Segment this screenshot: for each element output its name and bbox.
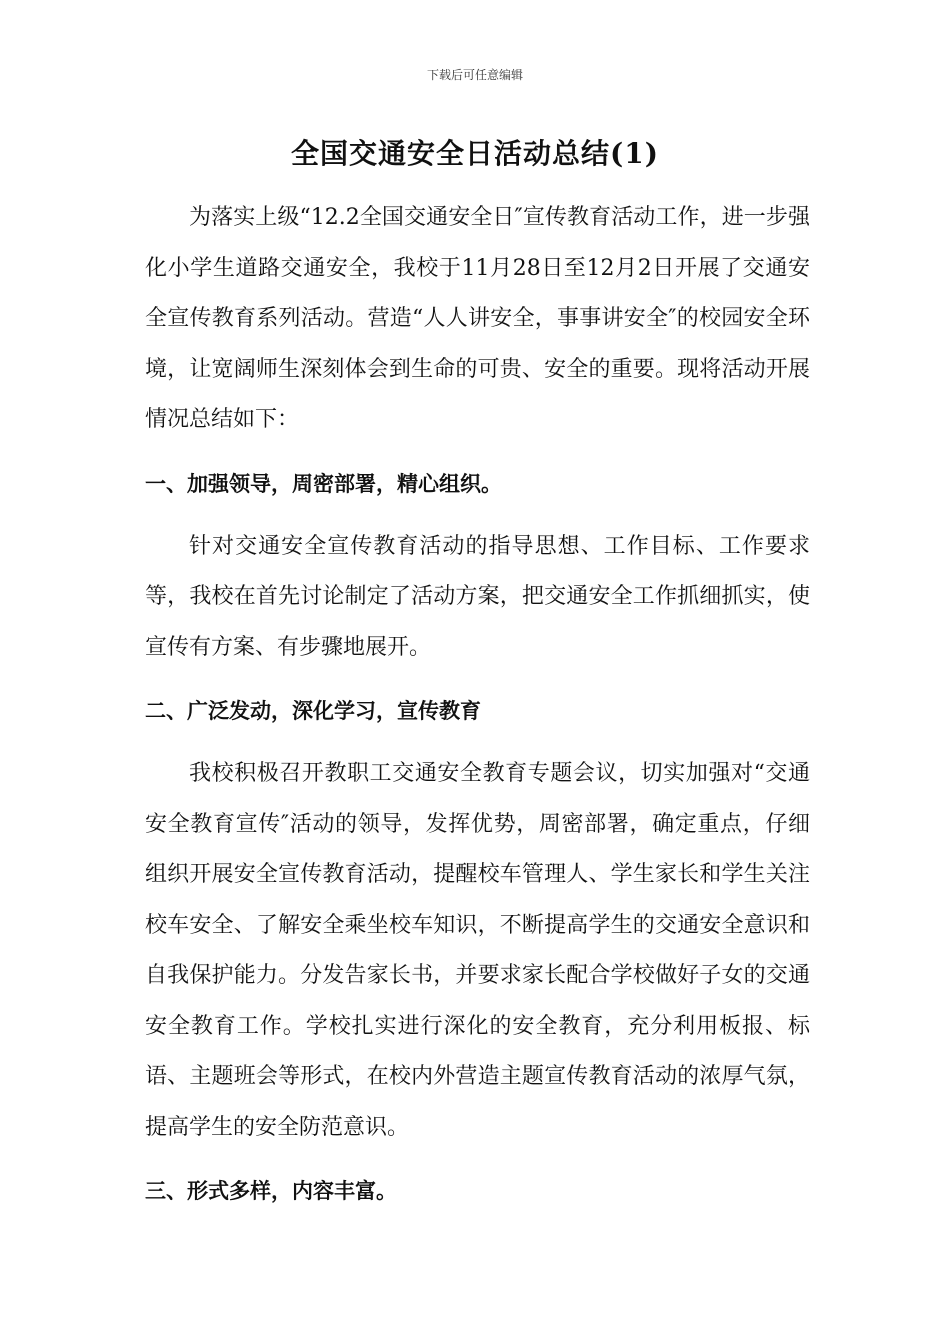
section-heading-3: 三、形式多样，内容丰富。 <box>145 1179 397 1203</box>
section-2-paragraph: 我校积极召开教职工交通安全教育专题会议，切实加强对“交通安全教育宣传″活动的领导，发挥优势，周密部署，确定重点，仔细组织开展安全宣传教育活动，提醒校车管理人、学生家长和学生关注校车安全、了解安全乘坐校车知识，不断提高学生的交通安全意识和自我保护能力。分发告家长书，并要求家长配合学校做好子女的交通安全教育工作。学校扎实进行深化的安全教育，充分利用板报、标语、主题班会等形式，在校内外营造主题宣传教育活动的浓厚气氛，提高学生的安全防范意识。 <box>145 761 810 1140</box>
section-heading-1: 一、加强领导，周密部署，精心组织。 <box>145 471 502 496</box>
document-title: 全国交通安全日活动总结(1) <box>291 137 659 170</box>
intro-paragraph: 为落实上级“12.2全国交通安全日″宣传教育活动工作，进一步强化小学生道路交通安全，我校于11月28日至12月2日开展了交通安全宣传教育系列活动。营造“人人讲安全，事事讲安全″的校园安全环境，让宽阔师生深刻体会到生命的可贵、安全的重要。现将活动开展情况总结如下： <box>145 205 810 432</box>
section-heading-2: 二、广泛发动，深化学习，宣传教育 <box>145 699 481 723</box>
document-body <box>145 193 810 1229</box>
page-header-note: 下载后可任意编辑 <box>426 68 523 82</box>
section-1-paragraph: 针对交通安全宣传教育活动的指导思想、工作目标、工作要求等，我校在首先讨论制定了活动方案，把交通安全工作抓细抓实，使宣传有方案、有步骤地展开。 <box>145 533 810 660</box>
